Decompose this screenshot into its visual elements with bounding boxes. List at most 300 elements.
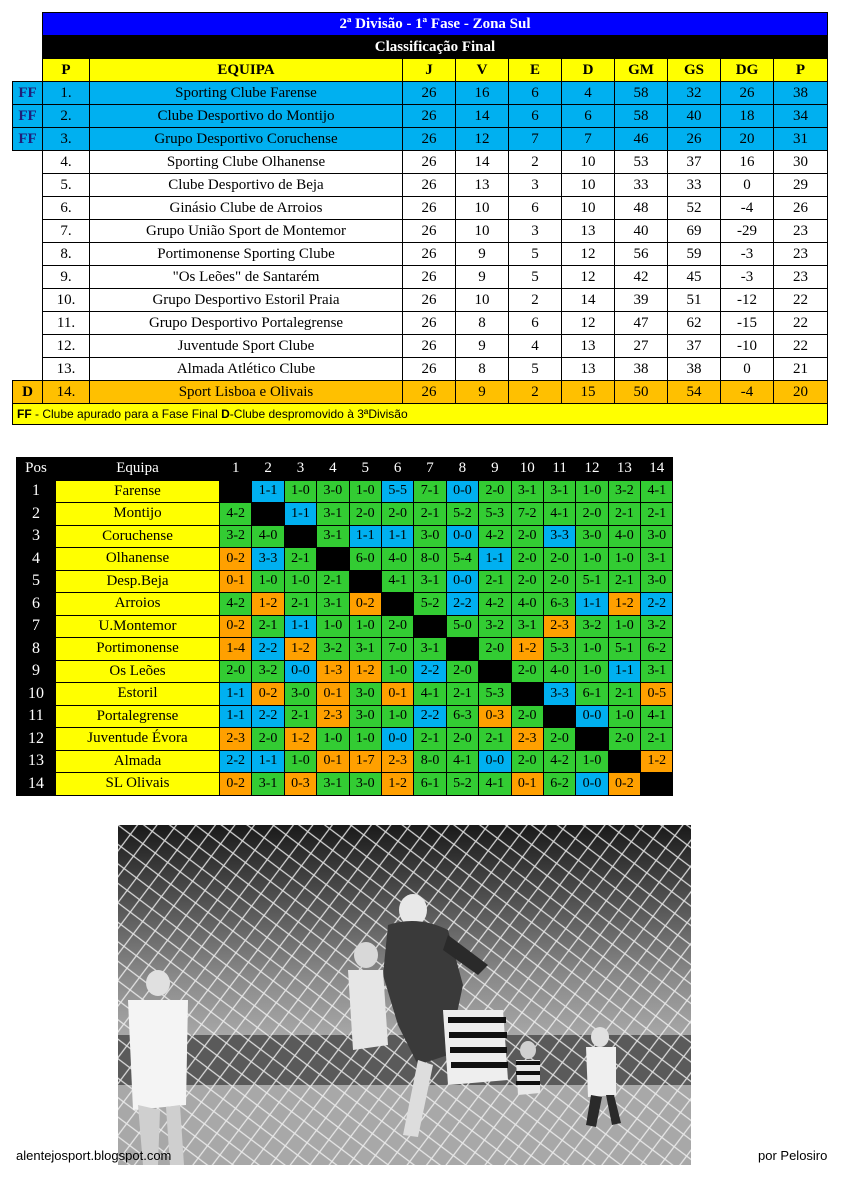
match-result: 3-1 xyxy=(317,525,349,548)
match-result: 7-0 xyxy=(381,638,413,661)
match-result: 1-1 xyxy=(220,683,252,706)
standings-cell-gm: 50 xyxy=(615,381,668,404)
matrix-row xyxy=(17,728,673,751)
spacer xyxy=(13,174,43,197)
match-result: 8-0 xyxy=(414,548,446,571)
standings-header-cell: DG xyxy=(721,59,774,82)
legend-d-key: D xyxy=(221,407,230,421)
standings-cell-p: 22 xyxy=(774,289,828,312)
standings-cell-v: 10 xyxy=(456,289,509,312)
standings-subtitle: Classificação Final xyxy=(43,36,828,59)
standings-cell-team: Almada Atlético Clube xyxy=(90,358,403,381)
match-result: 1-2 xyxy=(284,728,316,751)
matrix-row xyxy=(17,548,673,571)
matrix-column-header: 6 xyxy=(381,458,413,481)
matrix-pos: 2 xyxy=(17,503,56,526)
standings-cell-pos: 7. xyxy=(43,220,90,243)
standings-cell-v: 9 xyxy=(456,266,509,289)
standings-cell-team: Sporting Clube Farense xyxy=(90,82,403,105)
self-match-cell xyxy=(220,480,252,503)
match-result: 3-1 xyxy=(543,480,575,503)
standings-cell-p: 29 xyxy=(774,174,828,197)
spacer xyxy=(13,151,43,174)
match-result: 2-0 xyxy=(511,570,543,593)
match-result: 4-0 xyxy=(252,525,284,548)
spacer xyxy=(13,197,43,220)
match-result: 0-0 xyxy=(479,750,511,773)
match-result: 3-1 xyxy=(641,660,673,683)
standings-cell-e: 2 xyxy=(509,381,562,404)
standings-row xyxy=(13,335,828,358)
match-result: 2-3 xyxy=(543,615,575,638)
matrix-team: Montijo xyxy=(56,503,220,526)
matrix-column-header: 12 xyxy=(576,458,608,481)
standings-cell-gm: 47 xyxy=(615,312,668,335)
matrix-row xyxy=(17,525,673,548)
match-result: 6-1 xyxy=(576,683,608,706)
standings-row xyxy=(13,128,828,151)
site-credit: alentejosport.blogspot.com xyxy=(16,1148,172,1163)
match-result: 3-1 xyxy=(317,773,349,796)
match-result: 4-1 xyxy=(641,480,673,503)
match-result: 2-0 xyxy=(511,750,543,773)
standings-header-cell: P xyxy=(774,59,828,82)
matrix-column-header: 11 xyxy=(543,458,575,481)
match-result: 2-2 xyxy=(414,705,446,728)
match-result: 2-0 xyxy=(511,525,543,548)
standings-cell-p: 31 xyxy=(774,128,828,151)
match-result: 2-0 xyxy=(543,548,575,571)
matrix-column-header: 10 xyxy=(511,458,543,481)
matrix-column-header: 2 xyxy=(252,458,284,481)
standings-cell-v: 16 xyxy=(456,82,509,105)
standings-cell-j: 26 xyxy=(403,220,456,243)
spacer xyxy=(13,220,43,243)
standings-header-cell: J xyxy=(403,59,456,82)
standings-cell-v: 13 xyxy=(456,174,509,197)
match-result: 6-3 xyxy=(543,593,575,616)
matrix-team: Estoril xyxy=(56,683,220,706)
match-result: 4-2 xyxy=(220,503,252,526)
standings-cell-v: 14 xyxy=(456,105,509,128)
standings-row xyxy=(13,381,828,404)
standings-cell-dg: -10 xyxy=(721,335,774,358)
match-result: 1-0 xyxy=(576,750,608,773)
match-result: 0-0 xyxy=(446,480,478,503)
match-result: 3-2 xyxy=(479,615,511,638)
standings-cell-j: 26 xyxy=(403,243,456,266)
spacer xyxy=(13,335,43,358)
standings-cell-gm: 46 xyxy=(615,128,668,151)
match-result: 3-0 xyxy=(641,525,673,548)
match-result: 2-2 xyxy=(641,593,673,616)
match-result: 1-4 xyxy=(220,638,252,661)
match-result: 6-2 xyxy=(641,638,673,661)
match-result: 3-2 xyxy=(252,660,284,683)
standings-header-cell: V xyxy=(456,59,509,82)
self-match-cell xyxy=(381,593,413,616)
self-match-cell xyxy=(349,570,381,593)
standings-cell-gm: 40 xyxy=(615,220,668,243)
standings-cell-d: 4 xyxy=(562,82,615,105)
standings-cell-v: 9 xyxy=(456,381,509,404)
match-result: 4-0 xyxy=(543,660,575,683)
standings-cell-d: 10 xyxy=(562,174,615,197)
standings-cell-d: 6 xyxy=(562,105,615,128)
standings-cell-gs: 40 xyxy=(668,105,721,128)
match-result: 4-0 xyxy=(608,525,640,548)
standings-title: 2ª Divisão - 1ª Fase - Zona Sul xyxy=(43,13,828,36)
match-result: 1-2 xyxy=(608,593,640,616)
match-result: 7-1 xyxy=(414,480,446,503)
standings-cell-gs: 59 xyxy=(668,243,721,266)
match-result: 1-0 xyxy=(381,660,413,683)
match-result: 2-0 xyxy=(381,615,413,638)
match-result: 4-1 xyxy=(414,683,446,706)
matrix-pos: 13 xyxy=(17,750,56,773)
matrix-row xyxy=(17,773,673,796)
matrix-team: Almada xyxy=(56,750,220,773)
standings-cell-gs: 54 xyxy=(668,381,721,404)
standings-cell-gm: 33 xyxy=(615,174,668,197)
standings-cell-dg: 0 xyxy=(721,174,774,197)
standings-cell-dg: 18 xyxy=(721,105,774,128)
standings-cell-gs: 62 xyxy=(668,312,721,335)
match-result: 2-1 xyxy=(414,503,446,526)
self-match-cell xyxy=(576,728,608,751)
matrix-column-header: 13 xyxy=(608,458,640,481)
standings-cell-team: Clube Desportivo do Montijo xyxy=(90,105,403,128)
match-result: 0-1 xyxy=(220,570,252,593)
match-result: 3-1 xyxy=(349,638,381,661)
standings-cell-gs: 52 xyxy=(668,197,721,220)
match-result: 0-3 xyxy=(284,773,316,796)
match-result: 2-2 xyxy=(446,593,478,616)
matrix-pos: 7 xyxy=(17,615,56,638)
spacer xyxy=(13,59,43,82)
standings-cell-e: 5 xyxy=(509,358,562,381)
matrix-team: Desp.Beja xyxy=(56,570,220,593)
match-result: 7-2 xyxy=(511,503,543,526)
match-photo xyxy=(118,825,691,1165)
match-result: 1-1 xyxy=(220,705,252,728)
match-result: 2-1 xyxy=(608,570,640,593)
matrix-team: Arroios xyxy=(56,593,220,616)
match-result: 1-0 xyxy=(284,480,316,503)
standings-header-cell: GM xyxy=(615,59,668,82)
match-result: 1-2 xyxy=(252,593,284,616)
standings-cell-j: 26 xyxy=(403,358,456,381)
standings-cell-e: 2 xyxy=(509,151,562,174)
standings-cell-dg: 20 xyxy=(721,128,774,151)
match-result: 3-2 xyxy=(641,615,673,638)
matrix-row xyxy=(17,683,673,706)
match-result: 3-0 xyxy=(349,705,381,728)
standings-cell-gs: 45 xyxy=(668,266,721,289)
standings-cell-pos: 6. xyxy=(43,197,90,220)
standings-cell-e: 7 xyxy=(509,128,562,151)
standings-row xyxy=(13,174,828,197)
matrix-pos: 12 xyxy=(17,728,56,751)
match-result: 1-1 xyxy=(576,593,608,616)
match-result: 3-1 xyxy=(511,615,543,638)
standings-cell-team: Ginásio Clube de Arroios xyxy=(90,197,403,220)
status-flag: FF xyxy=(13,105,43,128)
standings-cell-v: 12 xyxy=(456,128,509,151)
match-result: 2-0 xyxy=(511,705,543,728)
standings-cell-j: 26 xyxy=(403,266,456,289)
standings-cell-p: 34 xyxy=(774,105,828,128)
standings-cell-p: 30 xyxy=(774,151,828,174)
standings-cell-j: 26 xyxy=(403,105,456,128)
match-result: 1-0 xyxy=(317,728,349,751)
match-result: 2-0 xyxy=(543,570,575,593)
standings-cell-v: 10 xyxy=(456,197,509,220)
matrix-team: Os Leões xyxy=(56,660,220,683)
matrix-column-header: 1 xyxy=(220,458,252,481)
match-result: 1-0 xyxy=(349,615,381,638)
match-result: 1-1 xyxy=(479,548,511,571)
match-result: 0-0 xyxy=(576,705,608,728)
standings-cell-d: 12 xyxy=(562,266,615,289)
spacer xyxy=(13,312,43,335)
match-result: 4-1 xyxy=(479,773,511,796)
match-result: 2-1 xyxy=(479,570,511,593)
standings-cell-e: 3 xyxy=(509,220,562,243)
standings-cell-d: 14 xyxy=(562,289,615,312)
legend-ff-text: - Clube apurado para a Fase Final xyxy=(31,407,222,421)
standings-cell-e: 6 xyxy=(509,105,562,128)
match-result: 0-2 xyxy=(349,593,381,616)
matrix-column-header: 9 xyxy=(479,458,511,481)
match-result: 2-2 xyxy=(252,638,284,661)
standings-cell-gs: 51 xyxy=(668,289,721,312)
spacer xyxy=(13,266,43,289)
standings-cell-pos: 10. xyxy=(43,289,90,312)
match-result: 1-0 xyxy=(381,705,413,728)
standings-cell-team: Grupo Desportivo Estoril Praia xyxy=(90,289,403,312)
matrix-pos: 4 xyxy=(17,548,56,571)
match-result: 1-0 xyxy=(608,615,640,638)
matrix-row xyxy=(17,570,673,593)
matrix-column-header: 3 xyxy=(284,458,316,481)
standings-cell-team: Clube Desportivo de Beja xyxy=(90,174,403,197)
matrix-row xyxy=(17,615,673,638)
match-result: 2-1 xyxy=(479,728,511,751)
matrix-pos: 1 xyxy=(17,480,56,503)
standings-cell-dg: 0 xyxy=(721,358,774,381)
match-result: 2-0 xyxy=(608,728,640,751)
matrix-row xyxy=(17,750,673,773)
standings-cell-gm: 48 xyxy=(615,197,668,220)
standings-cell-dg: -3 xyxy=(721,243,774,266)
standings-cell-j: 26 xyxy=(403,381,456,404)
match-result: 1-0 xyxy=(349,728,381,751)
standings-cell-team: Sport Lisboa e Olivais xyxy=(90,381,403,404)
match-result: 1-2 xyxy=(349,660,381,683)
standings-cell-team: Sporting Clube Olhanense xyxy=(90,151,403,174)
self-match-cell xyxy=(414,615,446,638)
standings-cell-pos: 4. xyxy=(43,151,90,174)
match-result: 2-3 xyxy=(317,705,349,728)
standings-cell-p: 26 xyxy=(774,197,828,220)
match-result: 4-2 xyxy=(479,593,511,616)
match-result: 4-0 xyxy=(511,593,543,616)
match-result: 1-0 xyxy=(252,570,284,593)
standings-cell-team: "Os Leões" de Santarém xyxy=(90,266,403,289)
standings-row xyxy=(13,151,828,174)
standings-cell-p: 23 xyxy=(774,243,828,266)
match-result: 1-3 xyxy=(317,660,349,683)
standings-cell-pos: 5. xyxy=(43,174,90,197)
match-result: 1-2 xyxy=(511,638,543,661)
standings-cell-p: 23 xyxy=(774,266,828,289)
match-result: 2-0 xyxy=(381,503,413,526)
match-result: 3-0 xyxy=(349,773,381,796)
standings-cell-gm: 42 xyxy=(615,266,668,289)
standings-cell-dg: -12 xyxy=(721,289,774,312)
self-match-cell xyxy=(317,548,349,571)
standings-header-cell: GS xyxy=(668,59,721,82)
match-result: 5-3 xyxy=(543,638,575,661)
standings-header-cell: D xyxy=(562,59,615,82)
match-result: 5-1 xyxy=(608,638,640,661)
match-result: 6-3 xyxy=(446,705,478,728)
match-result: 1-0 xyxy=(576,480,608,503)
matrix-team: Portimonense xyxy=(56,638,220,661)
match-result: 3-0 xyxy=(284,683,316,706)
standings-cell-team: Portimonense Sporting Clube xyxy=(90,243,403,266)
self-match-cell xyxy=(511,683,543,706)
standings-row xyxy=(13,82,828,105)
matrix-pos: 3 xyxy=(17,525,56,548)
self-match-cell xyxy=(641,773,673,796)
match-result: 1-1 xyxy=(284,503,316,526)
match-result: 0-2 xyxy=(252,683,284,706)
match-result: 6-1 xyxy=(414,773,446,796)
match-result: 1-1 xyxy=(381,525,413,548)
match-result: 6-0 xyxy=(349,548,381,571)
matrix-pos: 9 xyxy=(17,660,56,683)
match-result: 1-1 xyxy=(284,615,316,638)
match-result: 1-7 xyxy=(349,750,381,773)
match-result: 0-1 xyxy=(317,750,349,773)
match-result: 2-1 xyxy=(317,570,349,593)
self-match-cell xyxy=(446,638,478,661)
standings-cell-dg: -4 xyxy=(721,381,774,404)
match-result: 0-3 xyxy=(479,705,511,728)
match-result: 2-3 xyxy=(511,728,543,751)
status-flag: FF xyxy=(13,128,43,151)
standings-cell-p: 20 xyxy=(774,381,828,404)
match-result: 6-2 xyxy=(543,773,575,796)
standings-cell-gm: 38 xyxy=(615,358,668,381)
matrix-row xyxy=(17,480,673,503)
standings-cell-d: 12 xyxy=(562,312,615,335)
spacer xyxy=(13,358,43,381)
spacer xyxy=(13,243,43,266)
match-result: 1-2 xyxy=(381,773,413,796)
standings-cell-dg: 16 xyxy=(721,151,774,174)
match-result: 5-3 xyxy=(479,503,511,526)
self-match-cell xyxy=(284,525,316,548)
self-match-cell xyxy=(608,750,640,773)
standings-cell-v: 8 xyxy=(456,312,509,335)
matrix-pos: 8 xyxy=(17,638,56,661)
standings-cell-p: 21 xyxy=(774,358,828,381)
spacer xyxy=(13,36,43,59)
match-result: 2-0 xyxy=(349,503,381,526)
standings-cell-team: Juventude Sport Clube xyxy=(90,335,403,358)
match-result: 3-0 xyxy=(349,683,381,706)
standings-cell-e: 6 xyxy=(509,82,562,105)
match-result: 2-0 xyxy=(511,548,543,571)
match-result: 0-1 xyxy=(511,773,543,796)
spacer xyxy=(13,13,43,36)
match-result: 2-1 xyxy=(252,615,284,638)
standings-row xyxy=(13,197,828,220)
standings-cell-dg: -3 xyxy=(721,266,774,289)
self-match-cell xyxy=(252,503,284,526)
match-result: 0-1 xyxy=(317,683,349,706)
standings-table xyxy=(12,12,828,425)
match-result: 0-2 xyxy=(220,773,252,796)
standings-cell-team: Grupo Desportivo Portalegrense xyxy=(90,312,403,335)
match-result: 0-0 xyxy=(381,728,413,751)
standings-header-cell: P xyxy=(43,59,90,82)
standings-cell-p: 22 xyxy=(774,312,828,335)
standings-cell-j: 26 xyxy=(403,82,456,105)
match-result: 0-0 xyxy=(284,660,316,683)
standings-cell-d: 10 xyxy=(562,197,615,220)
legend-ff-key: FF xyxy=(17,407,32,421)
matrix-row xyxy=(17,593,673,616)
match-result: 2-0 xyxy=(511,660,543,683)
match-result: 0-2 xyxy=(220,548,252,571)
status-flag: D xyxy=(13,381,43,404)
matrix-team-header: Equipa xyxy=(56,458,220,481)
standings-cell-e: 5 xyxy=(509,243,562,266)
match-result: 4-1 xyxy=(446,750,478,773)
match-result: 2-1 xyxy=(284,548,316,571)
match-result: 2-0 xyxy=(479,480,511,503)
matrix-row xyxy=(17,638,673,661)
standings-cell-d: 12 xyxy=(562,243,615,266)
matrix-pos: 10 xyxy=(17,683,56,706)
standings-cell-gm: 56 xyxy=(615,243,668,266)
standings-cell-j: 26 xyxy=(403,312,456,335)
standings-cell-d: 13 xyxy=(562,358,615,381)
standings-row xyxy=(13,220,828,243)
standings-cell-p: 38 xyxy=(774,82,828,105)
standings-cell-e: 6 xyxy=(509,197,562,220)
match-result: 2-0 xyxy=(543,728,575,751)
match-result: 3-1 xyxy=(641,548,673,571)
match-result: 3-0 xyxy=(317,480,349,503)
matrix-team: Juventude Évora xyxy=(56,728,220,751)
match-result: 1-2 xyxy=(641,750,673,773)
standings-cell-e: 4 xyxy=(509,335,562,358)
match-result: 4-1 xyxy=(381,570,413,593)
standings-cell-j: 26 xyxy=(403,128,456,151)
match-result: 0-0 xyxy=(576,773,608,796)
standings-cell-gs: 37 xyxy=(668,335,721,358)
standings-cell-team: Grupo Desportivo Coruchense xyxy=(90,128,403,151)
standings-cell-gs: 69 xyxy=(668,220,721,243)
standings-cell-j: 26 xyxy=(403,335,456,358)
matrix-pos: 14 xyxy=(17,773,56,796)
standings-header-cell: E xyxy=(509,59,562,82)
